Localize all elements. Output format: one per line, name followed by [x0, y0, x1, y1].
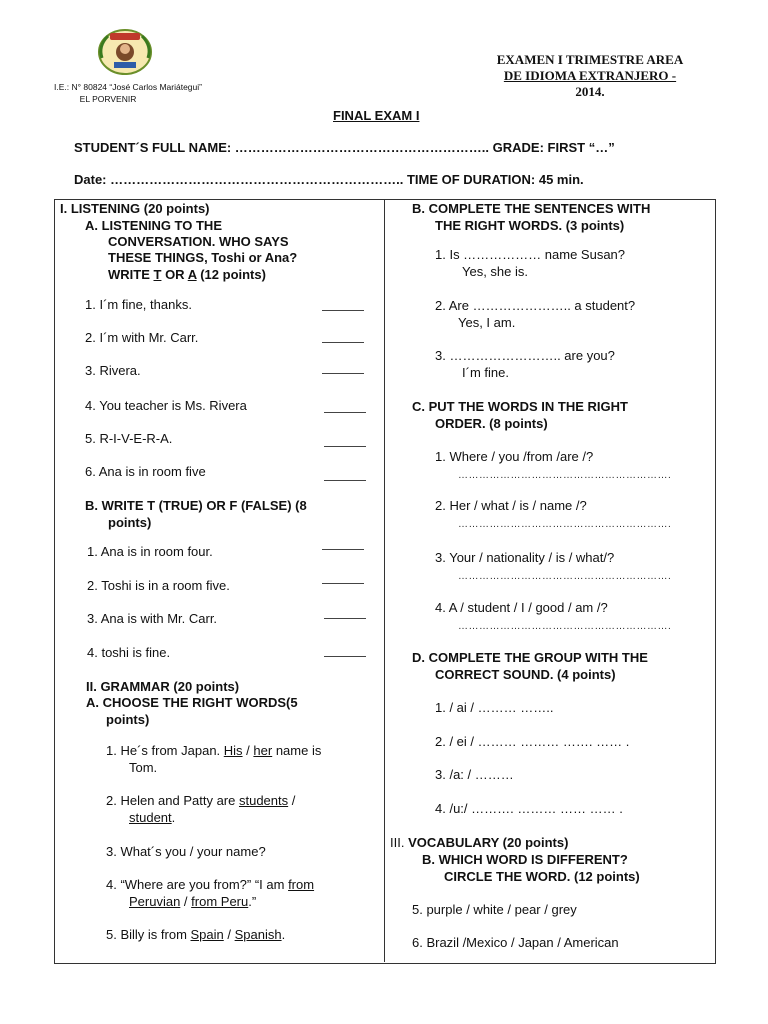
- listening-a-item: 5. R-I-V-E-R-A.: [85, 431, 173, 446]
- listening-b-line1: B. WRITE T (TRUE) OR F (FALSE) (8: [85, 498, 307, 513]
- listening-a-line3: THESE THINGS, Toshi or Ana?: [108, 250, 298, 265]
- sound-item-1: 1. / ai / ……… ……..: [435, 700, 554, 715]
- sound-section-title-line1: D. COMPLETE THE GROUP WITH THE: [412, 650, 648, 665]
- sentence-item-3: 3. …………………….. are you?: [435, 348, 615, 363]
- listening-b-item: 3. Ana is with Mr. Carr.: [87, 611, 218, 626]
- school-name: I.E.: N° 80824 “José Carlos Mariátegui”: [54, 82, 202, 92]
- listening-b-line2: points): [108, 515, 152, 530]
- school-location: EL PORVENIR: [79, 94, 137, 104]
- grammar-question-1-cont: Tom.: [129, 760, 158, 775]
- listening-a-item: 1. I´m fine, thanks.: [85, 297, 192, 312]
- answer-blank[interactable]: [324, 412, 366, 413]
- sentence-answer-1: Yes, she is.: [462, 264, 529, 279]
- grammar-question-2: 2. Helen and Patty are students /: [106, 793, 296, 808]
- vocabulary-item-6: 6. Brazil /Mexico / Japan / American: [412, 935, 619, 950]
- listening-section-title: I. LISTENING (20 points): [60, 201, 210, 216]
- answer-blank[interactable]: [322, 583, 364, 584]
- grammar-question-2-cont: student.: [129, 810, 176, 825]
- final-exam-heading: FINAL EXAM I: [333, 108, 420, 123]
- listening-a-item: 3. Rivera.: [85, 363, 141, 378]
- answer-dots[interactable]: …………………………………………………….: [458, 621, 672, 632]
- listening-b-item: 2. Toshi is in a room five.: [87, 578, 230, 593]
- grammar-question-5: 5. Billy is from Spain / Spanish.: [106, 927, 286, 942]
- answer-dots[interactable]: …………………………………………………….: [458, 519, 672, 530]
- listening-a-item: 2. I´m with Mr. Carr.: [85, 330, 199, 345]
- order-section-title-line1: C. PUT THE WORDS IN THE RIGHT: [412, 399, 628, 414]
- listening-a-line2: CONVERSATION. WHO SAYS: [108, 234, 289, 249]
- order-item-2: 2. Her / what / is / name /?: [435, 498, 587, 513]
- exam-title-line1: EXAMEN I TRIMESTRE AREA: [496, 52, 684, 67]
- listening-a-line4: WRITE T OR A (12 points): [108, 267, 266, 282]
- sentence-item-1: 1. Is ……………… name Susan?: [435, 247, 626, 262]
- listening-a-line1: A. LISTENING TO THE: [85, 218, 222, 233]
- answer-blank[interactable]: [322, 342, 364, 343]
- vocabulary-b-line2: CIRCLE THE WORD. (12 points): [444, 869, 640, 884]
- listening-a-item: 4. You teacher is Ms. Rivera: [85, 398, 247, 413]
- answer-blank[interactable]: [324, 446, 366, 447]
- listening-b-item: 4. toshi is fine.: [87, 645, 171, 660]
- answer-dots[interactable]: …………………………………………………….: [458, 571, 672, 582]
- answer-blank[interactable]: [322, 549, 364, 550]
- sound-section-title-line2: CORRECT SOUND. (4 points): [435, 667, 616, 682]
- column-divider: [384, 199, 385, 962]
- answer-dots[interactable]: …………………………………………………….: [458, 470, 672, 481]
- order-section-title-line2: ORDER. (8 points): [435, 416, 548, 431]
- grammar-a-line2: points): [106, 712, 150, 727]
- answer-blank[interactable]: [324, 480, 366, 481]
- sentence-answer-2: Yes, I am.: [458, 315, 516, 330]
- vocabulary-section-title: III. VOCABULARY (20 points): [390, 835, 569, 850]
- grammar-question-3: 3. What´s you / your name?: [106, 844, 266, 859]
- sentence-item-2: 2. Are ………………….. a student?: [435, 298, 636, 313]
- grammar-section-title: II. GRAMMAR (20 points): [86, 679, 240, 694]
- vocabulary-item-5: 5. purple / white / pear / grey: [412, 902, 577, 917]
- date-field: Date: ………………………………………………………….. TIME OF DURATION: 45 min.: [74, 172, 584, 187]
- listening-a-item: 6. Ana is in room five: [85, 464, 206, 479]
- sound-item-4: 4. /u:/ ………. ……… …… …… .: [435, 801, 623, 816]
- answer-blank[interactable]: [324, 618, 366, 619]
- grammar-question-4-cont: Peruvian / from Peru.”: [129, 894, 257, 909]
- student-name-field: STUDENT´S FULL NAME: ………………………………………………….. GRADE: FIRST “…”: [74, 140, 615, 155]
- exam-title: [470, 52, 710, 100]
- sound-item-3: 3. /a: / ………: [435, 767, 514, 782]
- vocabulary-b-line1: B. WHICH WORD IS DIFFERENT?: [422, 852, 628, 867]
- answer-blank[interactable]: [324, 656, 366, 657]
- answer-blank[interactable]: [322, 310, 364, 311]
- sentence-answer-3: I´m fine.: [462, 365, 509, 380]
- sound-item-2: 2. / ei / ……… ……… ……. …… .: [435, 734, 630, 749]
- listening-b-item: 1. Ana is in room four.: [87, 544, 213, 559]
- order-item-4: 4. A / student / I / good / am /?: [435, 600, 608, 615]
- grammar-a-line1: A. CHOOSE THE RIGHT WORDS(5: [86, 695, 298, 710]
- order-item-1: 1. Where / you /from /are /?: [435, 449, 594, 464]
- sentences-section-title-line2: THE RIGHT WORDS. (3 points): [435, 218, 625, 233]
- exam-title-line2: DE IDIOMA EXTRANJERO -: [503, 68, 677, 83]
- answer-blank[interactable]: [322, 373, 364, 374]
- grammar-question-1: 1. He´s from Japan. His / her name is: [106, 743, 322, 758]
- exam-title-line3: 2014.: [575, 84, 605, 99]
- grammar-question-4: 4. “Where are you from?” “I am from: [106, 877, 315, 892]
- sentences-section-title-line1: B. COMPLETE THE SENTENCES WITH: [412, 201, 651, 216]
- order-item-3: 3. Your / nationality / is / what/?: [435, 550, 615, 565]
- school-crest-logo: [96, 28, 154, 76]
